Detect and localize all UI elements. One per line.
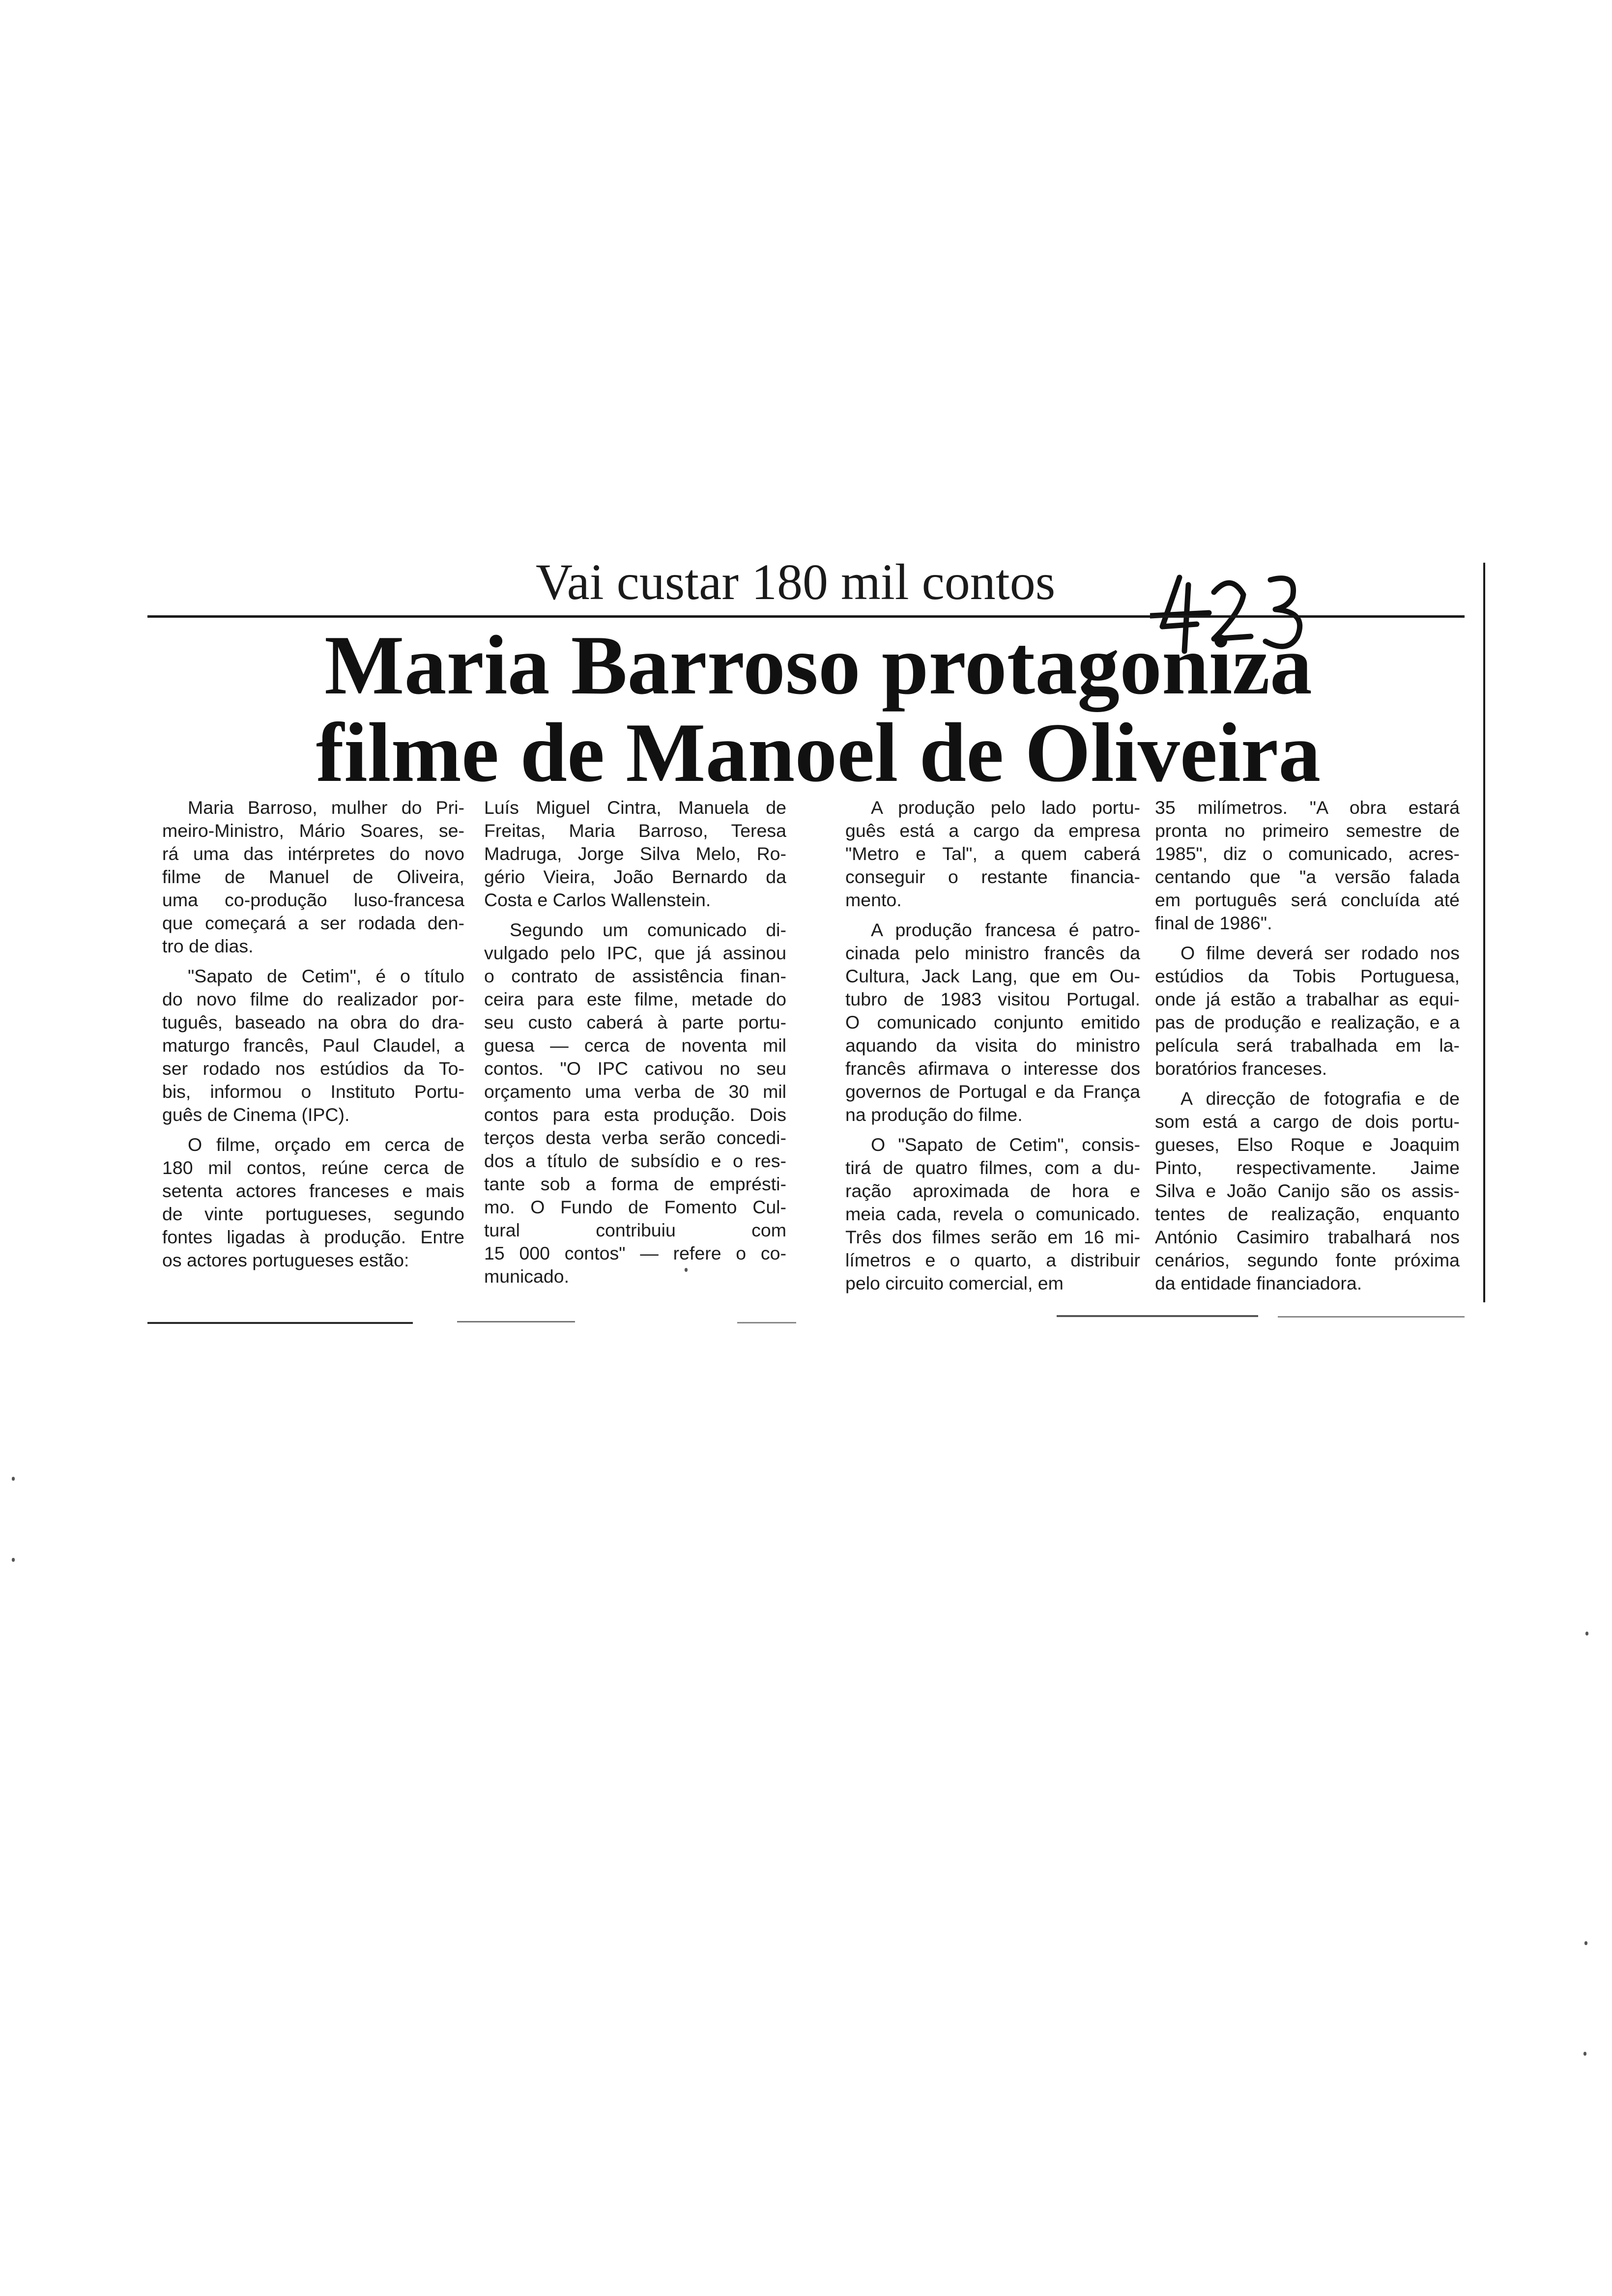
text-line: O comunicado conjunto emitido — [845, 1012, 1140, 1033]
text-line: fontes ligadas à produção. Entre — [162, 1227, 464, 1247]
text-line: maturgo francês, Paul Claudel, a — [162, 1035, 464, 1056]
text-line: municado. — [484, 1266, 570, 1287]
text-line: pelo circuito comercial, em — [845, 1273, 1064, 1293]
text-line: orçamento uma verba de 30 mil — [484, 1081, 786, 1102]
text-line: do novo filme do realizador por- — [162, 989, 464, 1009]
scan-speck — [12, 1558, 15, 1562]
text-line: que começará a ser rodada den- — [162, 913, 464, 933]
scan-speck — [1584, 1941, 1587, 1945]
text-line: som está a cargo de dois portu- — [1155, 1111, 1460, 1132]
text-line: tentes de realização, enquanto — [1155, 1204, 1460, 1224]
text-line: filme de Manuel de Oliveira, — [162, 866, 464, 887]
text-line: onde já estão a trabalhar as equi- — [1155, 989, 1460, 1009]
text-line: uma co-produção luso-francesa — [162, 890, 464, 910]
text-line: na produção do filme. — [845, 1104, 1023, 1125]
text-line: 1985", diz o comunicado, acres- — [1155, 843, 1460, 864]
text-line: Costa e Carlos Wallenstein. — [484, 890, 711, 910]
text-line: A produção francesa é patro- — [871, 919, 1140, 940]
text-line: os actores portugueses estão: — [162, 1250, 409, 1270]
text-line: francês afirmava o interesse dos — [845, 1058, 1140, 1079]
text-line: boratórios franceses. — [1155, 1058, 1327, 1079]
article-column-3 — [845, 796, 1140, 1302]
article-paragraph — [162, 965, 464, 1126]
article-paragraph — [162, 1133, 464, 1272]
text-line: tuguês, baseado na obra do dra- — [162, 1012, 464, 1033]
text-line: conseguir o restante financia- — [845, 866, 1140, 887]
text-line: terços desta verba serão concedi- — [484, 1127, 786, 1148]
text-line: pronta no primeiro semestre de — [1155, 820, 1460, 841]
article-column-1 — [162, 796, 464, 1279]
text-line: dos a título de subsídio e o res- — [484, 1150, 786, 1171]
article-paragraph — [845, 918, 1140, 1126]
text-line: mento. — [845, 890, 902, 910]
article-paragraph — [845, 796, 1140, 912]
text-line: Freitas, Maria Barroso, Teresa — [484, 820, 786, 841]
text-line: tro de dias. — [162, 936, 254, 956]
article-headline — [295, 619, 1342, 800]
text-line: gueses, Elso Roque e Joaquim — [1155, 1134, 1460, 1155]
text-line: O "Sapato de Cetim", consis- — [871, 1134, 1140, 1155]
article-kicker: Vai custar 180 mil contos — [536, 554, 1056, 610]
article-paragraph — [484, 918, 786, 1288]
text-line: setenta actores franceses e mais — [162, 1180, 464, 1201]
text-line: rá uma das intérpretes do novo — [162, 843, 464, 864]
text-line: estúdios da Tobis Portuguesa, — [1155, 966, 1460, 986]
text-line: vulgado pelo IPC, que já assinou — [484, 943, 786, 963]
text-line: seu custo caberá à parte portu- — [484, 1012, 786, 1033]
article-paragraph — [1155, 796, 1460, 935]
right-border-rule — [1483, 563, 1485, 1302]
text-line: de vinte portugueses, segundo — [162, 1204, 464, 1224]
text-line: governos de Portugal e da França — [845, 1081, 1140, 1102]
article-paragraph — [484, 796, 786, 912]
text-line: aquando da visita do ministro — [845, 1035, 1140, 1056]
text-line: límetros e o quarto, a distribuir — [845, 1250, 1140, 1270]
text-line: Segundo um comunicado di- — [510, 919, 786, 940]
text-line: da entidade financiadora. — [1155, 1273, 1362, 1293]
text-line: bis, informou o Instituto Portu- — [162, 1081, 464, 1102]
scan-speck — [685, 1268, 688, 1272]
text-line: 180 mil contos, reúne cerca de — [162, 1157, 464, 1178]
text-line: tubro de 1983 visitou Portugal. — [845, 989, 1140, 1009]
text-line: A direcção de fotografia e de — [1180, 1088, 1460, 1109]
bottom-rule-segment — [1278, 1316, 1465, 1318]
text-line: 15 000 contos" — refere o co- — [484, 1243, 786, 1263]
text-line: guesa — cerca de noventa mil — [484, 1035, 786, 1056]
text-line: contos para esta produção. Dois — [484, 1104, 786, 1125]
article-paragraph — [162, 796, 464, 958]
text-line: António Casimiro trabalhará nos — [1155, 1227, 1460, 1247]
text-line: Cultura, Jack Lang, que em Ou- — [845, 966, 1140, 986]
text-line: guês de Cinema (IPC). — [162, 1104, 350, 1125]
text-line: meia cada, revela o comunicado. — [845, 1204, 1140, 1224]
text-line: "Sapato de Cetim", é o título — [188, 966, 464, 986]
text-line: ração aproximada de hora e — [845, 1180, 1140, 1201]
bottom-rule-segment — [457, 1321, 575, 1322]
bottom-rule-segment — [147, 1322, 413, 1324]
text-line: película será trabalhada em la- — [1155, 1035, 1460, 1056]
text-line: Pinto, respectivamente. Jaime — [1155, 1157, 1460, 1178]
text-line: 35 milímetros. "A obra estará — [1155, 797, 1460, 818]
article-paragraph — [845, 1133, 1140, 1295]
text-line: Luís Miguel Cintra, Manuela de — [484, 797, 786, 818]
headline-line-2: filme de Manoel de Oliveira — [316, 706, 1321, 800]
headline-top-rule — [147, 615, 1465, 618]
text-line: em português será concluída até — [1155, 890, 1460, 910]
scan-speck — [1583, 2052, 1586, 2056]
text-line: tural contribuiu com — [484, 1220, 786, 1240]
text-line: tante sob a forma de emprésti- — [484, 1174, 786, 1194]
text-line: contos. "O IPC cativou no seu — [484, 1058, 786, 1079]
text-line: meiro-Ministro, Mário Soares, se- — [162, 820, 464, 841]
article-paragraph — [1155, 942, 1460, 1080]
text-line: gério Vieira, João Bernardo da — [484, 866, 786, 887]
scan-speck — [1585, 1632, 1588, 1636]
text-line: centando que "a versão falada — [1155, 866, 1460, 887]
text-line: mo. O Fundo de Fomento Cul- — [484, 1197, 786, 1217]
text-line: cenários, segundo fonte próxima — [1155, 1250, 1460, 1270]
article-column-4 — [1155, 796, 1460, 1302]
scan-speck — [12, 1477, 15, 1481]
bottom-rule-segment — [737, 1322, 796, 1323]
headline-line-1: Maria Barroso protagoniza — [324, 619, 1312, 712]
text-line: O filme, orçado em cerca de — [188, 1134, 464, 1155]
text-line: guês está a cargo da empresa — [845, 820, 1140, 841]
text-line: o contrato de assistência finan- — [484, 966, 786, 986]
text-line: tirá de quatro filmes, com a du- — [845, 1157, 1140, 1178]
text-line: Três dos filmes serão em 16 mi- — [845, 1227, 1140, 1247]
text-line: Silva e João Canijo são os assis- — [1155, 1180, 1460, 1201]
text-line: ser rodado nos estúdios da To- — [162, 1058, 464, 1079]
text-line: pas de produção e realização, e a — [1155, 1012, 1460, 1033]
text-line: A produção pelo lado portu- — [871, 797, 1140, 818]
text-line: cinada pelo ministro francês da — [845, 943, 1140, 963]
bottom-rule-segment — [1057, 1315, 1258, 1317]
text-line: O filme deverá ser rodado nos — [1180, 943, 1460, 963]
article-column-2 — [484, 796, 786, 1295]
text-line: final de 1986". — [1155, 913, 1272, 933]
text-line: Maria Barroso, mulher do Pri- — [188, 797, 464, 818]
text-line: ceira para este filme, metade do — [484, 989, 786, 1009]
text-line: Madruga, Jorge Silva Melo, Ro- — [484, 843, 786, 864]
text-line: "Metro e Tal", a quem caberá — [845, 843, 1140, 864]
article-paragraph — [1155, 1087, 1460, 1295]
